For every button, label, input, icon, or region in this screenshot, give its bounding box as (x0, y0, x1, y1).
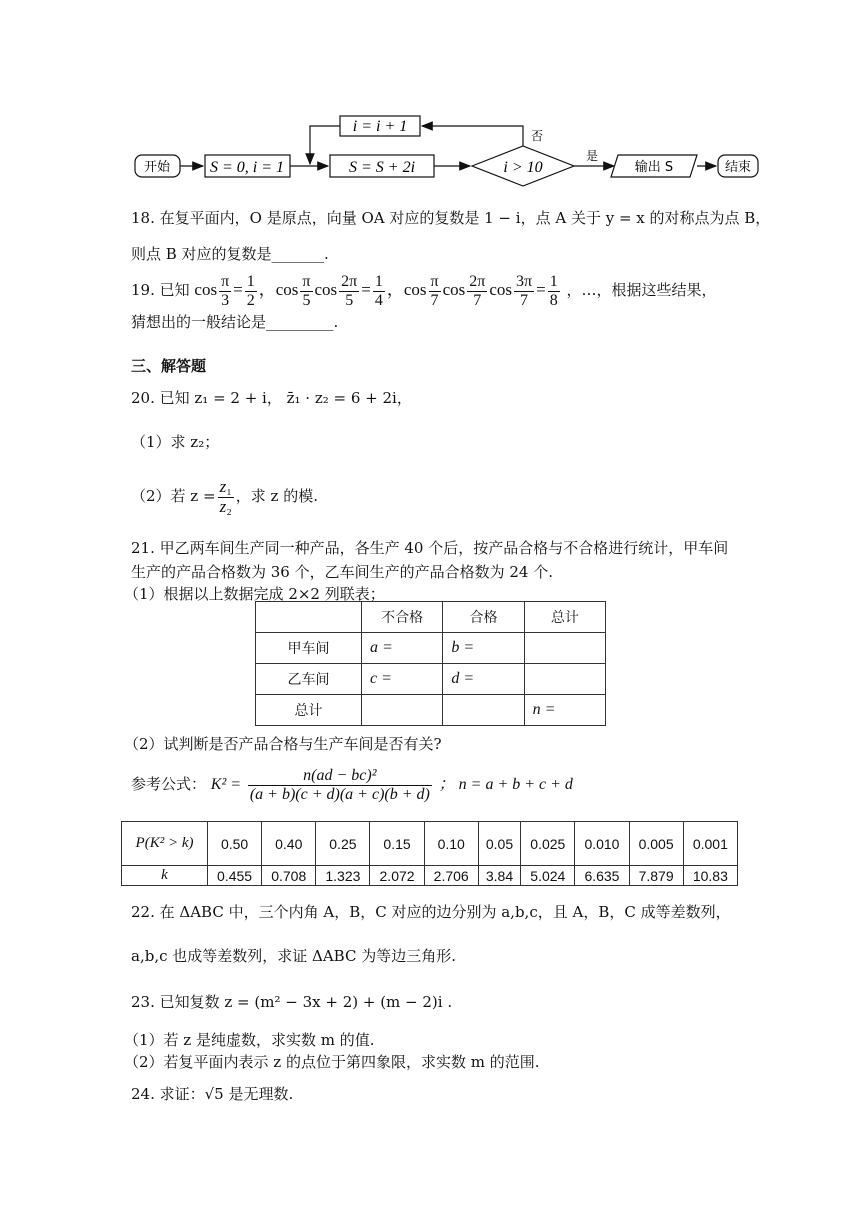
q22-line1: 22. 在 ΔABC 中，三个内角 A，B，C 对应的边分别为 a,b,c，且 A，B，C 成等差数列， (131, 903, 731, 921)
table-cell: b = (443, 633, 524, 664)
table-cell: 0.50 (208, 822, 262, 866)
table-cell: 0.15 (370, 822, 424, 866)
formula-lhs: K² = (210, 776, 242, 793)
table-cell: 0.010 (575, 822, 629, 866)
flowchart (0, 0, 860, 200)
table-cell: 甲车间 (256, 633, 362, 664)
end-label: 结束 (724, 160, 752, 175)
q21-line2: 生产的产品合格数为 36 个，乙车间生产的产品合格数为 24 个. (131, 563, 554, 581)
table-cell: 7.879 (629, 866, 683, 886)
q19-prefix: 19. 已知 (131, 281, 190, 299)
table-cell: 5.024 (521, 866, 575, 886)
table-cell: 总计 (524, 602, 605, 633)
table-cell (443, 695, 524, 726)
table-cell: 合格 (443, 602, 524, 633)
table-cell: d = (443, 664, 524, 695)
table-row (122, 822, 738, 866)
table-cell (524, 633, 605, 664)
table-cell: 2.072 (370, 866, 424, 886)
table-cell: 0.40 (262, 822, 316, 866)
no-label: 否 (530, 129, 544, 143)
table-cell: 0.10 (424, 822, 478, 866)
table-cell: n = (524, 695, 605, 726)
q23-part2: （2）若复平面内表示 z 的点位于第四象限，求实数 m 的范围. (124, 1053, 540, 1071)
yes-label: 是 (585, 149, 599, 163)
q24-line: 24. 求证：√5 是无理数. (131, 1085, 294, 1103)
k-value-table (121, 821, 738, 886)
z-fraction: $\frac{\text{z₁}}{\text{z₂}}$ (219, 476, 232, 516)
formula-line (131, 762, 573, 807)
q22-line2: a,b,c 也成等差数列，求证 ΔABC 为等边三角形. (131, 947, 456, 965)
q20-stem: 20. 已知 z₁ = 2 + i， z̄₁ · z₂ = 6 + 2i， (131, 389, 412, 407)
table-row (256, 633, 606, 664)
q20-part2-suffix: ，求 z 的模. (235, 487, 318, 505)
table-cell (524, 664, 605, 695)
q18-line2: 则点 B 对应的复数是_______. (131, 245, 329, 263)
table-cell (256, 602, 362, 633)
update-label: S = S + 2i (348, 159, 416, 176)
table-cell: P(K² > k) (122, 822, 208, 866)
table-cell (362, 695, 443, 726)
q19-formulas: cos $\frac{\pi}{3}$ = $\frac{1}{2}$ ，cos $\frac{\pi}{5}$ cos $\frac{2\pi}{5}$ = $\frac{1}{4}$ ，cos $\frac{\pi}{7}$ cos $\frac{2\pi}{7}$ cos $\frac{3\pi}{7}$ = $\frac{1}{8}$ (194, 272, 558, 309)
q19-suffix: ，…，根据这些结果， (566, 281, 717, 299)
formula-label: 参考公式： (131, 775, 207, 793)
q20-part2-prefix: （2）若 z = (131, 487, 216, 505)
section-heading: 三、解答题 (131, 357, 207, 375)
q19-line2: 猜想出的一般结论是_________. (131, 313, 339, 331)
table-row (256, 664, 606, 695)
table-cell: 0.005 (629, 822, 683, 866)
table-cell: 3.84 (478, 866, 520, 886)
q18-line1: 18. 在复平面内，O 是原点，向量 OA 对应的复数是 1 − i，点 A 关于 y = x 的对称点为点 B， (131, 209, 771, 227)
q20-part1: （1）求 z₂； (131, 433, 220, 451)
q20-part2 (131, 476, 318, 517)
table-cell: 0.455 (208, 866, 262, 886)
q21-line1: 21. 甲乙两车间生产同一种产品，各生产 40 个后，按产品合格与不合格进行统计，甲车间 (131, 539, 729, 557)
q21-part1: （1）根据以上数据完成 2×2 列联表； (124, 585, 385, 603)
table-cell: 1.323 (316, 866, 370, 886)
table-cell: k (122, 866, 208, 886)
q23-part1: （1）若 z 是纯虚数，求实数 m 的值. (124, 1031, 375, 1049)
table-cell: 乙车间 (256, 664, 362, 695)
table-cell: a = (362, 633, 443, 664)
start-label: 开始 (143, 160, 171, 175)
table-header-row (256, 602, 606, 633)
increment-label: i = i + 1 (352, 118, 408, 135)
table-cell: 6.635 (575, 866, 629, 886)
table-cell: 总计 (256, 695, 362, 726)
table-cell: 10.83 (683, 866, 737, 886)
table-cell: 0.05 (478, 822, 520, 866)
q19-line1 (131, 272, 716, 310)
formula-fraction (248, 767, 432, 804)
table-cell: 0.25 (316, 822, 370, 866)
q21-part2: （2）试判断是否产品合格与生产车间是否有关? (124, 735, 442, 753)
q23-stem: 23. 已知复数 z = (m² − 3x + 2) + (m − 2)i . (131, 993, 453, 1011)
init-label: S = 0, i = 1 (209, 159, 285, 176)
table-row (256, 695, 606, 726)
table-cell: 不合格 (362, 602, 443, 633)
formula-numerator: n(ad − bc)² (248, 767, 432, 786)
condition-label: i > 10 (503, 159, 543, 176)
table-cell: 0.001 (683, 822, 737, 866)
output-label: 输出 S (634, 160, 674, 175)
formula-denominator: (a + b)(c + d)(a + c)(b + d) (249, 785, 430, 803)
table-row (122, 866, 738, 886)
table-cell: 0.025 (521, 822, 575, 866)
table-cell: c = (362, 664, 443, 695)
table-cell: 0.708 (262, 866, 316, 886)
formula-n: ； n = a + b + c + d (438, 776, 573, 793)
contingency-table (255, 601, 606, 726)
table-cell: 2.706 (424, 866, 478, 886)
